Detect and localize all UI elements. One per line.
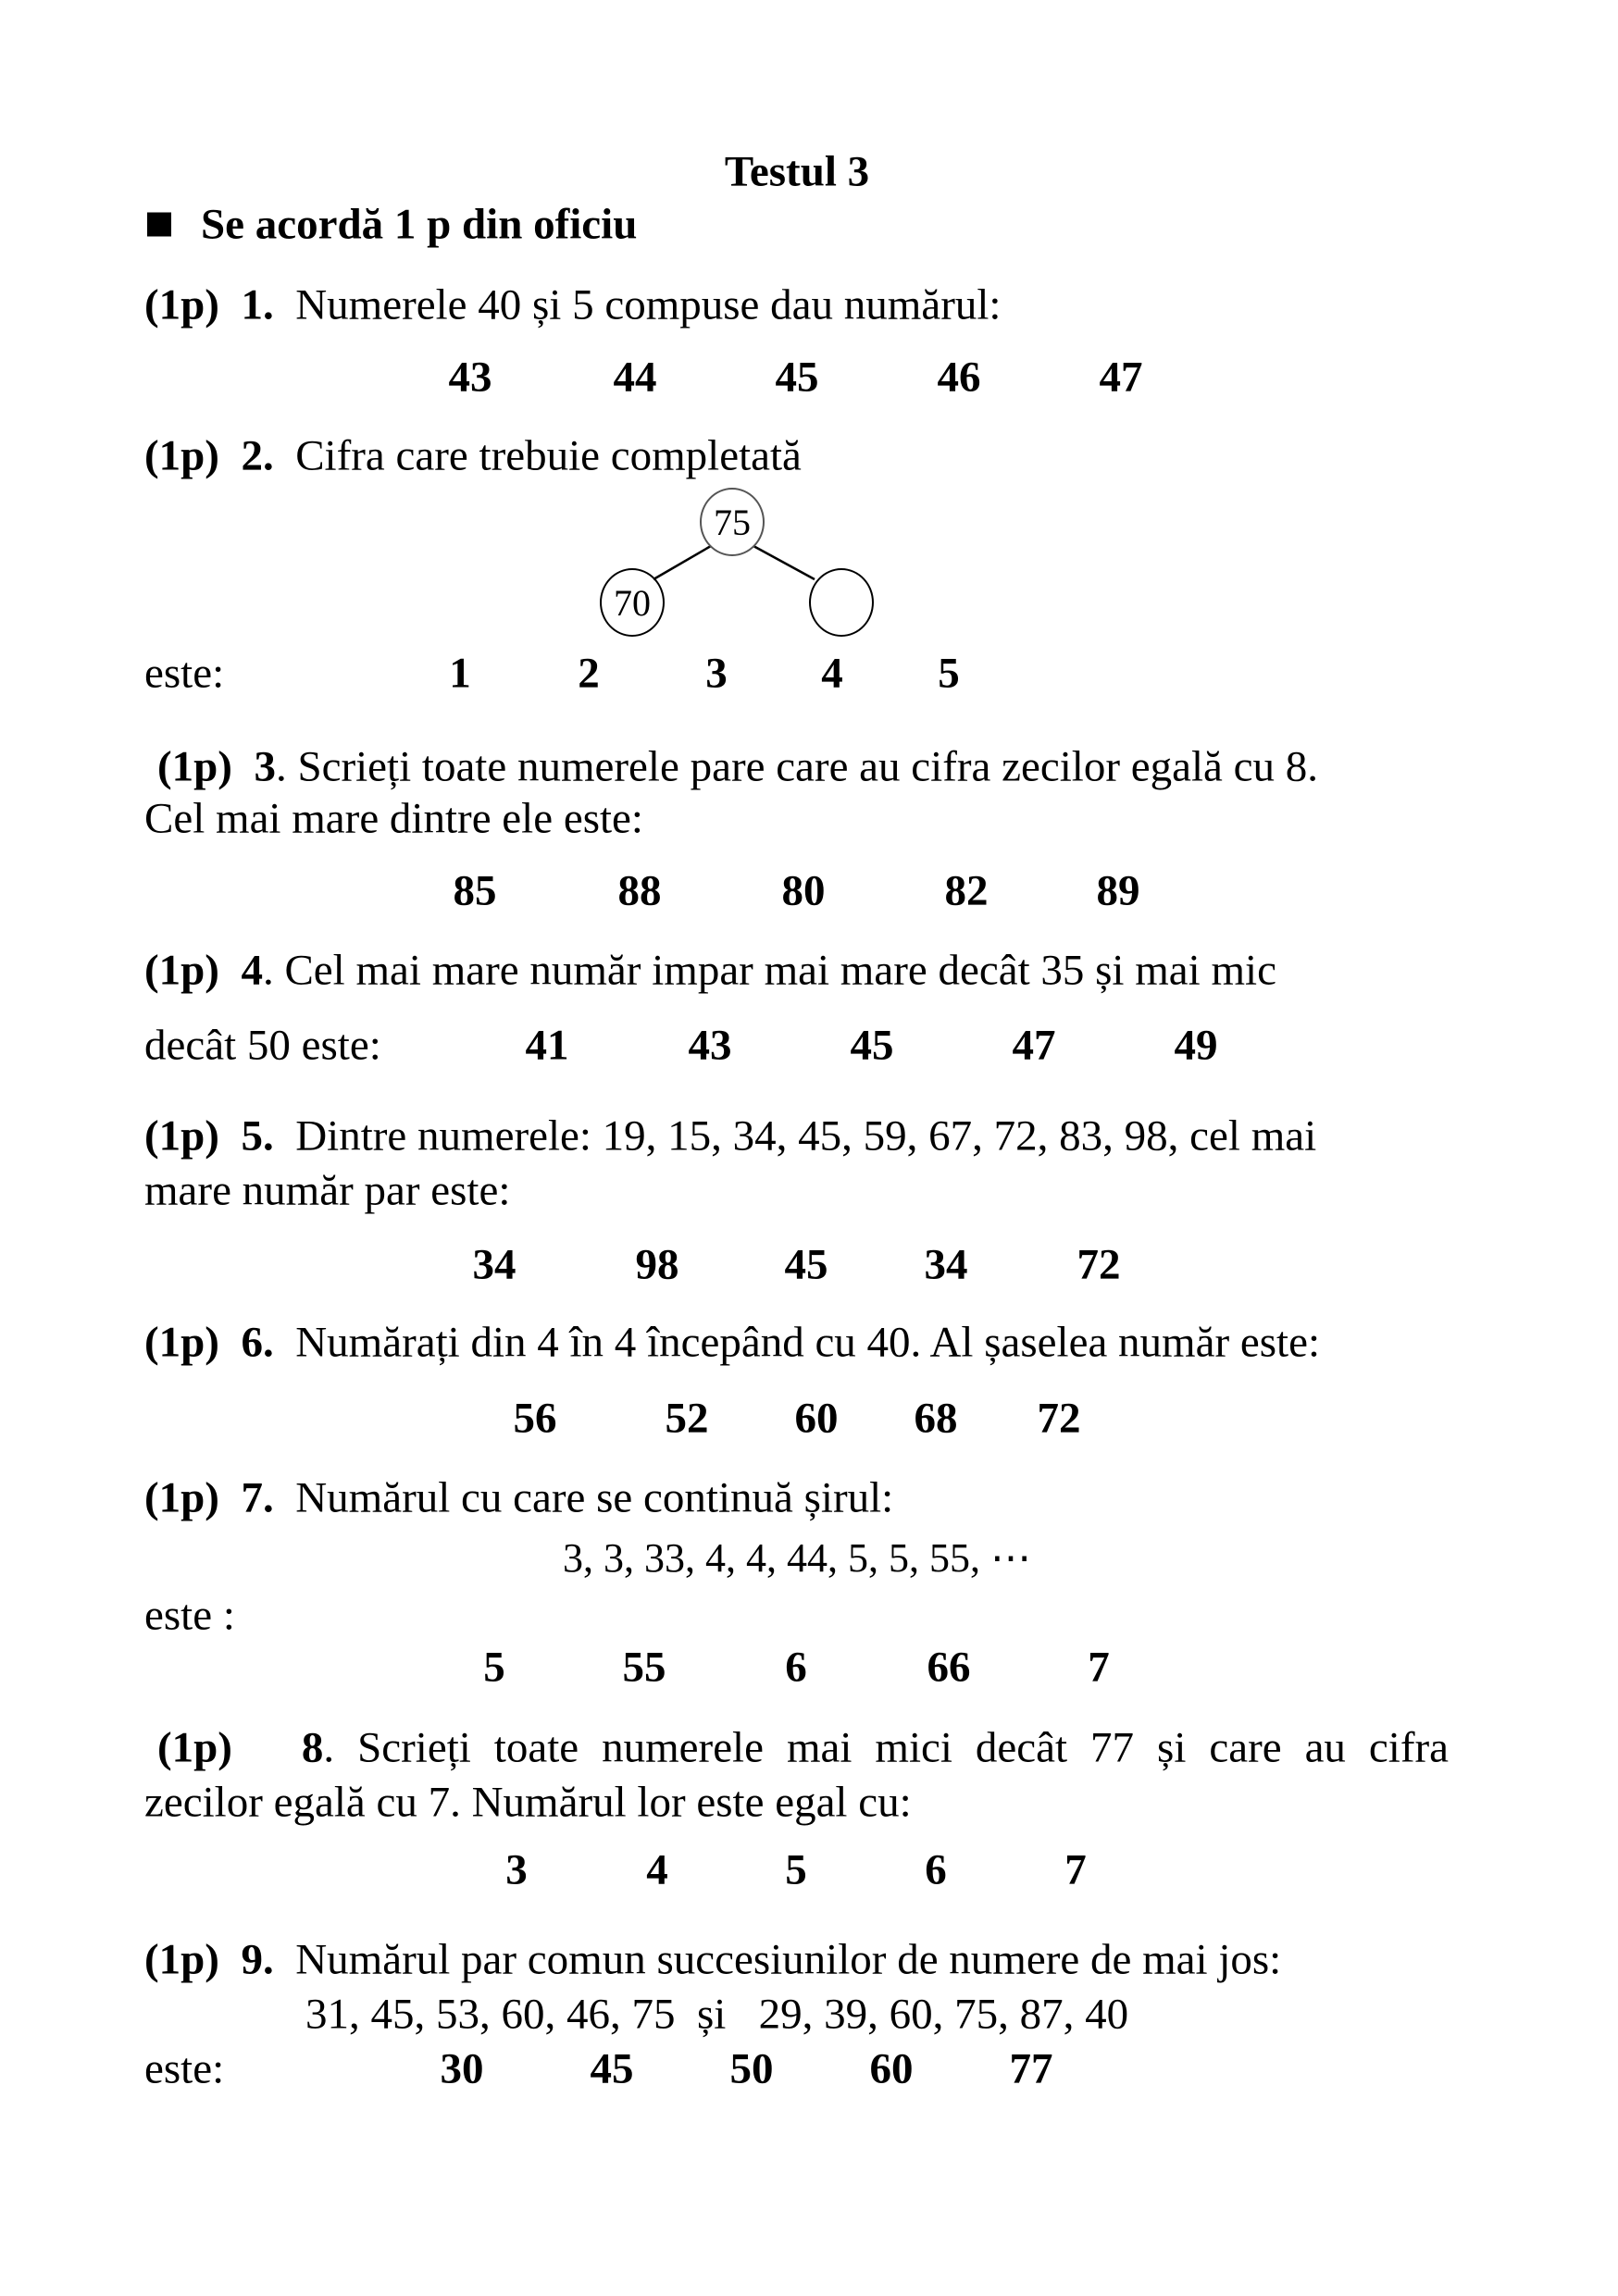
question-text-line2: decât 50 este:: [144, 1021, 381, 1070]
question-text-line2: mare număr par este:: [144, 1166, 511, 1215]
circle-top: 75: [700, 488, 765, 556]
question-number: 7.: [241, 1473, 274, 1522]
lead-label: este :: [144, 1591, 235, 1640]
intro-text: Se acordă 1 p din oficiu: [201, 200, 638, 249]
option[interactable]: 3: [505, 1845, 528, 1894]
question-text-line2: zecilor egală cu 7. Numărul lor este egal cu:: [144, 1778, 912, 1827]
option[interactable]: 6: [785, 1643, 807, 1692]
lead-label: este:: [144, 649, 225, 698]
question-text-line2: 31, 45, 53, 60, 46, 75 și 29, 39, 60, 75, 87, 40: [305, 1990, 1129, 2039]
option[interactable]: 80: [781, 866, 826, 915]
connector-right: [753, 546, 815, 579]
option[interactable]: 5: [938, 649, 960, 698]
circle-empty: [809, 568, 874, 637]
option[interactable]: 6: [925, 1845, 947, 1894]
question-text: Cifra care trebuie completată: [295, 431, 802, 480]
tree-connectors: [0, 0, 1618, 740]
option[interactable]: 45: [590, 2044, 634, 2093]
option[interactable]: 88: [617, 866, 662, 915]
points-label: (1p): [144, 431, 219, 480]
option[interactable]: 3: [705, 649, 728, 698]
question-text: . Scrieți toate numerele pare care au cifra zecilor egală cu 8.: [275, 742, 1318, 791]
option[interactable]: 60: [869, 2044, 914, 2093]
option[interactable]: 77: [1009, 2044, 1053, 2093]
question-number: 9.: [241, 1935, 274, 1984]
question-number: 1.: [241, 280, 274, 329]
option[interactable]: 2: [578, 649, 600, 698]
option[interactable]: 45: [850, 1021, 894, 1070]
page-title: Testul 3: [724, 147, 870, 196]
question-text-line2: Cel mai mare dintre ele este:: [144, 794, 643, 843]
option[interactable]: 5: [483, 1643, 505, 1692]
option[interactable]: 44: [613, 353, 657, 402]
question-4: [144, 946, 1276, 995]
option[interactable]: 7: [1088, 1643, 1110, 1692]
points-label: (1p): [157, 742, 232, 791]
option[interactable]: 66: [927, 1643, 971, 1692]
points-label: (1p): [144, 280, 219, 329]
option[interactable]: 98: [635, 1240, 679, 1289]
sequence: 3, 3, 33, 4, 4, 44, 5, 5, 55, ⋯: [563, 1535, 1031, 1581]
option[interactable]: 41: [525, 1021, 569, 1070]
option[interactable]: 43: [688, 1021, 732, 1070]
question-3: [157, 742, 1318, 791]
question-number: 8: [301, 1723, 324, 1772]
option[interactable]: 4: [821, 649, 843, 698]
question-text: Dintre numerele: 19, 15, 34, 45, 59, 67, 72, 83, 98, cel mai: [295, 1111, 1317, 1160]
option[interactable]: 82: [944, 866, 989, 915]
connector-left: [653, 546, 711, 579]
question-number: 4: [241, 946, 263, 995]
points-label: (1p): [144, 946, 219, 995]
option[interactable]: 45: [775, 353, 819, 402]
option[interactable]: 72: [1077, 1240, 1121, 1289]
option[interactable]: 7: [1064, 1845, 1087, 1894]
question-text: . Scrieți toate numerele mai mici decât 77 și care au cifra: [323, 1723, 1450, 1772]
option[interactable]: 46: [937, 353, 981, 402]
question-text: Numărul par comun succesiunilor de numere de mai jos:: [295, 1935, 1282, 1984]
question-number: 2.: [241, 431, 274, 480]
points-label: (1p): [144, 1318, 219, 1367]
option[interactable]: 49: [1174, 1021, 1218, 1070]
question-8: [157, 1723, 1450, 1772]
option[interactable]: 50: [729, 2044, 774, 2093]
option[interactable]: 43: [448, 353, 492, 402]
points-label: (1p): [144, 1473, 219, 1522]
points-label: (1p): [144, 1111, 219, 1160]
question-7: [144, 1473, 894, 1522]
option[interactable]: 68: [914, 1394, 958, 1443]
question-text: Numărul cu care se continuă șirul:: [295, 1473, 894, 1522]
circle-left: 70: [600, 568, 665, 637]
question-5: [144, 1111, 1317, 1160]
question-number: 3: [254, 742, 276, 791]
option[interactable]: 34: [924, 1240, 968, 1289]
option[interactable]: 72: [1037, 1394, 1081, 1443]
option[interactable]: 89: [1096, 866, 1140, 915]
option[interactable]: 55: [622, 1643, 666, 1692]
question-number: 5.: [241, 1111, 274, 1160]
option[interactable]: 45: [784, 1240, 828, 1289]
option[interactable]: 1: [449, 649, 471, 698]
question-text: Numărați din 4 în 4 începând cu 40. Al șaselea număr este:: [295, 1318, 1320, 1367]
option[interactable]: 5: [785, 1845, 807, 1894]
option[interactable]: 4: [646, 1845, 668, 1894]
points-label: (1p): [157, 1723, 232, 1772]
question-text: . Cel mai mare număr impar mai mare decât 35 și mai mic: [262, 946, 1276, 995]
lead-label: este:: [144, 2044, 225, 2093]
option[interactable]: 47: [1012, 1021, 1056, 1070]
option[interactable]: 47: [1099, 353, 1143, 402]
option[interactable]: 34: [472, 1240, 517, 1289]
question-text: Numerele 40 și 5 compuse dau numărul:: [295, 280, 1002, 329]
option[interactable]: 56: [513, 1394, 557, 1443]
question-9: [144, 1935, 1282, 1984]
option[interactable]: 60: [794, 1394, 839, 1443]
option[interactable]: 85: [453, 866, 497, 915]
option[interactable]: 30: [440, 2044, 484, 2093]
points-label: (1p): [144, 1935, 219, 1984]
option[interactable]: 52: [665, 1394, 709, 1443]
question-6: [144, 1318, 1320, 1367]
question-number: 6.: [241, 1318, 274, 1367]
